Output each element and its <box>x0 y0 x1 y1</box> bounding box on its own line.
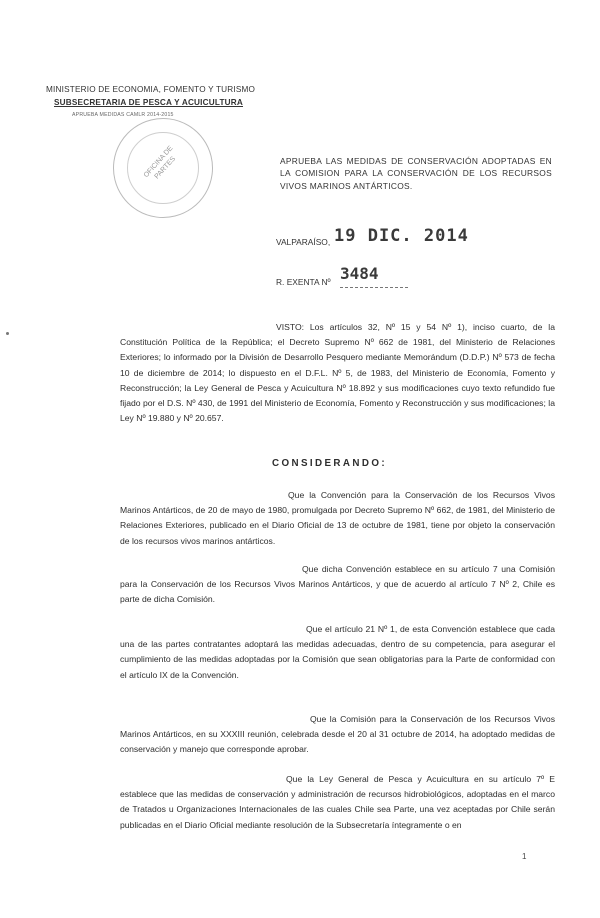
considerando-heading: CONSIDERANDO: <box>272 458 388 469</box>
place-label: VALPARAÍSO, <box>276 237 331 247</box>
resolution-number-underline <box>340 287 408 288</box>
considerando-paragraph-1: Que la Convención para la Conservación de los Recursos Vivos Marinos Antárticos, de 20 de mayo de 1980, promulgada por Decreto Supremo Nº 662, de 1981, del Ministerio de Relaciones Exteriores, publicado en el Diario Oficial de 13 de octubre de 1981, tiene por objeto la conservación de los recursos vivos marinos antárticos. <box>120 490 555 546</box>
considerando-paragraph-3: Que el artículo 21 Nº 1, de esta Convención establece que cada una de las partes contratantes adoptará las medidas adecuadas, dentro de su competencia, para asegurar el cumplimiento de las medidas adoptadas por la Comisión que sean obligatorias para la Parte de conformidad con el artículo IX de la Convención. <box>120 624 555 680</box>
resolution-number: 3484 <box>340 264 379 283</box>
margin-mark <box>6 332 9 335</box>
considerando-paragraph-5: Que la Ley General de Pesca y Acuicultura en su artículo 7º E establece que las medidas de conservación y administración de recursos hidrobiológicos, adoptadas en el marco de Tratados u Organizaciones Internacionales de las cuales Chile sea Parte, una vez aceptadas por Chile serán publicadas en el Diario Oficial mediante resolución de la Subsecretaría íntegramente o en <box>120 774 555 830</box>
page-number: 1 <box>522 852 527 861</box>
subsecretaria-name: SUBSECRETARIA DE PESCA Y ACUICULTURA <box>54 98 244 107</box>
resolution-date: 19 DIC. 2014 <box>334 226 469 246</box>
stamp-text: OFICINA DE PARTES <box>142 144 178 181</box>
resolution-label: R. EXENTA Nº <box>276 277 331 287</box>
reference-code: APRUEBA MEDIDAS CAMLR 2014-2015 <box>72 112 174 118</box>
resolution-title: APRUEBA LAS MEDIDAS DE CONSERVACIÓN ADOPTADAS EN LA COMISION PARA LA CONSERVACIÓN DE LOS RECURSOS VIVOS MARINOS ANTÁRTICOS. <box>280 156 552 191</box>
visto-paragraph: VISTO: Los artículos 32, Nº 15 y 54 Nº 1), inciso cuarto, de la Constitución Política de la República; el Decreto Supremo Nº 662 de 1981, del Ministerio de Relaciones Exteriores; lo informado por la División de Desarrollo Pesquero mediante Memorándum (D.D.P.) Nº 573 de fecha 10 de diciembre de 2014; lo dispuesto en el D.F.L. Nº 5, de 1983, del Ministerio de Economía, Fomento y Reconstrucción; la Ley General de Pesca y Acuicultura Nº 18.892 y sus modificaciones cuyo texto refundido fue fijado por el D.S. Nº 430, de 1991 del Ministerio de Economía, Fomento y Reconstrucción y sus modificaciones; la Ley Nº 19.880 y Nº 20.657. <box>120 322 555 424</box>
ministry-name: MINISTERIO DE ECONOMIA, FOMENTO Y TURISMO <box>46 85 256 94</box>
considerando-paragraph-2: Que dicha Convención establece en su artículo 7 una Comisión para la Conservación de los Recursos Vivos Marinos Antárticos, y que de acuerdo al artículo 7 Nº 2, Chile es parte de dicha Comisión. <box>120 564 555 605</box>
considerando-paragraph-4: Que la Comisión para la Conservación de los Recursos Vivos Marinos Antárticos, en su XXXIII reunión, celebrada desde el 20 al 31 octubre de 2014, ha adoptado medidas de conservación y manejo que corresponde aprobar. <box>120 714 555 755</box>
